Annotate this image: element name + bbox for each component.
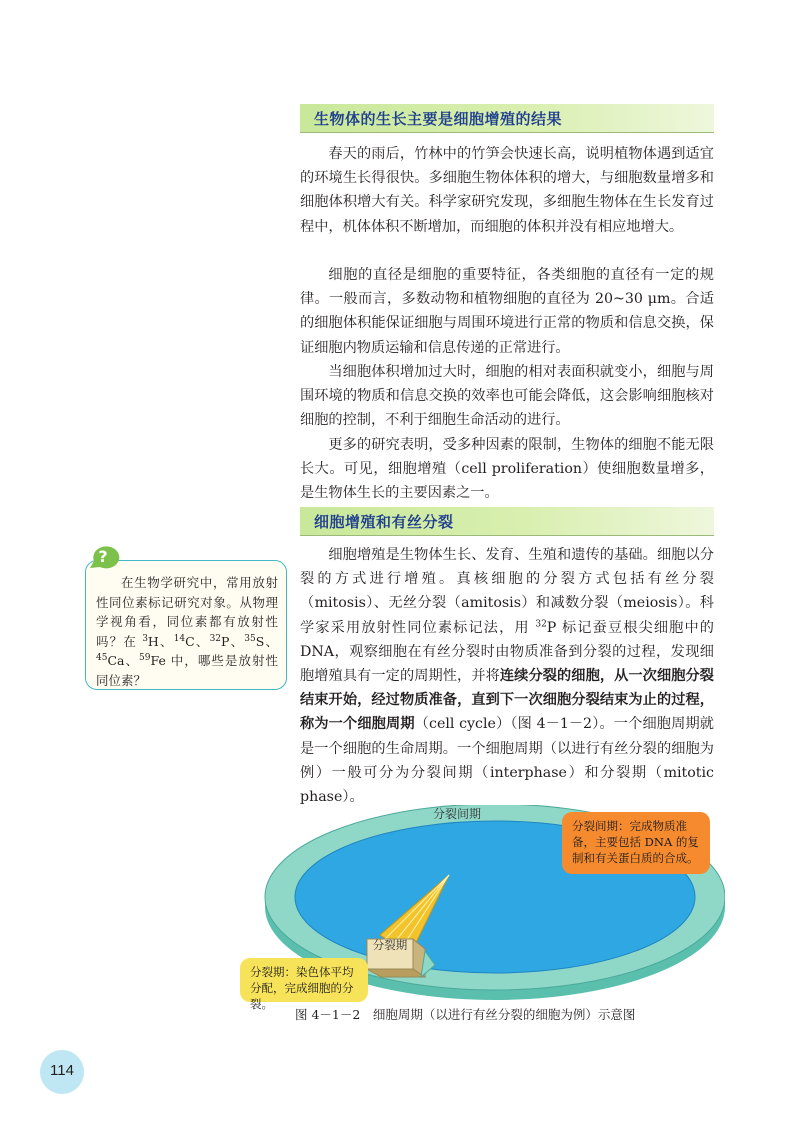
interphase-label: 分裂间期 bbox=[432, 807, 482, 821]
figure-caption: 图 4－1－2 细胞周期（以进行有丝分裂的细胞为例）示意图 bbox=[295, 1007, 636, 1022]
sidebar-question-box bbox=[85, 560, 287, 690]
paragraph: 当细胞体积增加过大时，细胞的相对表面积就变小，细胞与周围环境的物质和信息交换的效率也可能会降低，这会影响细胞核对细胞的控制，不利于细胞生命活动的进行。 bbox=[300, 364, 714, 429]
question-mark-icon bbox=[86, 542, 120, 572]
svg-text:?: ? bbox=[98, 547, 108, 566]
interphase-callout-text: 分裂间期：完成物质准备，主要包括 DNA 的复制和有关蛋白质的合成。 bbox=[572, 819, 699, 865]
paragraph: 细胞增殖是生物体生长、发育、生殖和遗传的基础。细胞以分裂的方式进行增殖。真核细胞的分裂方式包括有丝分裂（mitosis）、无丝分裂（amitosis）和减数分裂（meiosis）。科学家采用放射性同位素标记法，用 $^{32}$P 标记蚕豆根尖细胞中的 DNA，观察细胞在有丝分裂时由物质准备到分裂的过程，发现细胞增殖具有一定的周期性，并将连续分裂的细胞，从一次细胞分裂结束开始，经过物质准备，直到下一次细胞分裂结束为止的过程，称为一个细胞周期（cell cycle）（图 4－1－2）。一个细胞周期就是一个细胞的生命周期。一个细胞周期（以进行有丝分裂的细胞为例）一般可分为分裂间期（interphase）和分裂期（mitotic phase）。 bbox=[300, 547, 714, 806]
mitosis-callout-box bbox=[240, 958, 368, 1011]
paragraph: 细胞的直径是细胞的重要特征，各类细胞的直径有一定的规律。一般而言，多数动物和植物细胞的直径为 20~30 μm。合适的细胞体积能保证细胞与周围环境进行正常的物质和信息交换，保证细胞内物质运输和信息传递的正常进行。 bbox=[300, 267, 714, 356]
section-title: 细胞增殖和有丝分裂 bbox=[314, 513, 454, 531]
section-header-mitosis bbox=[300, 507, 714, 536]
section-header-growth bbox=[300, 104, 714, 133]
paragraph: 更多的研究表明，受多种因素的限制，生物体的细胞不能无限长大。可见，细胞增殖（cell proliferation）使细胞数量增多，是生物体生长的主要因素之一。 bbox=[300, 437, 714, 502]
mitosis-label: 分裂期 bbox=[372, 938, 408, 952]
sidebar-text: 在生物学研究中，常用放射性同位素标记研究对象。从物理学视角看，同位素都有放射性吗？在 $^3$H、$^{14}$C、$^{32}$P、$^{35}$S、$^{45}$Ca、$^{59}$Fe 中，哪些是放射性同位素？ bbox=[96, 575, 278, 688]
section-title: 生物体的生长主要是细胞增殖的结果 bbox=[314, 110, 563, 128]
page-number: 114 bbox=[50, 1062, 74, 1079]
paragraph: 春天的雨后，竹林中的竹笋会快速长高，说明植物体遇到适宜的环境生长得很快。多细胞生物体体积的增大，与细胞数量增多和细胞体积增大有关。科学家研究发现，多细胞生物体在生长发育过程中，机体体积不断增加，而细胞的体积并没有相应地增大。 bbox=[300, 146, 714, 235]
page-number-badge bbox=[40, 1050, 84, 1094]
interphase-callout-box bbox=[562, 812, 710, 874]
mitosis-callout-text: 分裂期：染色体平均分配，完成细胞的分裂。 bbox=[250, 965, 354, 1011]
